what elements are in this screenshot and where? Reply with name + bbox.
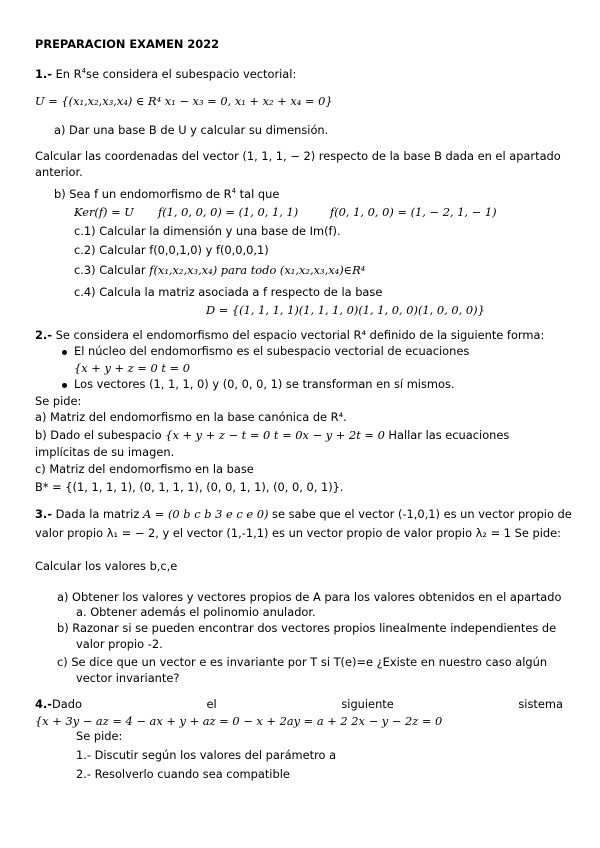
- part-b-rest: Hallar las ecuaciones: [384, 428, 510, 442]
- kernel-equations: {x + y + z = 0 t = 0: [74, 361, 190, 375]
- problem-2-number: 2.-: [35, 328, 52, 342]
- word-siguiente: siguiente: [341, 697, 394, 711]
- part-b-intro: b) Sea f un endomorfismo de R: [54, 186, 232, 201]
- problem-3-calc: Calcular los valores b,c,e: [35, 559, 178, 573]
- f-image-2: f(0, 1, 0, 0) = (1, − 2, 1, − 1): [330, 205, 497, 219]
- matrix-A: A = (0 b c b 3 e c e 0): [142, 507, 269, 521]
- problem-1-c3: [74, 264, 365, 278]
- part-b-math: {x + y + z − t = 0 t = 0x − y + 2t = 0: [165, 428, 385, 442]
- f-image-1: f(1, 0, 0, 0) = (1, 0, 1, 1): [158, 205, 299, 219]
- problem-4-intro: [35, 697, 563, 711]
- problem-3-part-a-line1: a) Obtener los valores y vectores propios de A para los valores obtenidos en el apartado: [57, 590, 562, 604]
- page-title: PREPARACION EXAMEN 2022: [35, 37, 220, 51]
- subspace-U-definition: U = {(x₁,x₂,x₃,x₄) ∈ R⁴ x₁ − x₃ = 0, x₁ + x₂ + x₄ = 0}: [35, 94, 333, 108]
- problem-3-part-c-line2: vector invariante?: [76, 671, 180, 685]
- problem-2-part-a: a) Matriz del endomorfismo en la base canónica de R⁴.: [35, 410, 347, 424]
- kernel-condition: Ker(f) = U: [74, 205, 134, 219]
- problem-3-intro: [35, 508, 572, 522]
- problem-2-intro-text: Se considera el endomorfismo del espacio vectorial R⁴ definido de la siguiente forma:: [55, 328, 545, 342]
- problem-4-se-pide: Se pide:: [76, 729, 123, 743]
- problem-3-part-b-line1: b) Razonar si se pueden encontrar dos vectores propios linealmente independientes de: [57, 621, 557, 635]
- problem-3-intro-b: se sabe que el vector (-1,0,1) es un vector propio de: [268, 507, 572, 521]
- problem-3-part-b-line2: valor propio -2.: [76, 637, 163, 651]
- problem-1-coords-line1: Calcular las coordenadas del vector (1, 1, 1, − 2) respecto de la base B dada en el apartado: [35, 149, 561, 163]
- problem-2-part-b: [35, 429, 509, 443]
- problem-1-intro: [35, 67, 296, 81]
- problem-3-part-a-line2: a. Obtener además el polinomio anulador.: [76, 605, 316, 619]
- problem-2-part-c: c) Matriz del endomorfismo en la base: [35, 462, 254, 476]
- word-sistema: sistema: [518, 697, 563, 711]
- problem-2-intro: [35, 329, 544, 343]
- problem-1-number: 1.-: [35, 66, 52, 81]
- problem-4-item-1: 1.- Discutir según los valores del parámetro a: [76, 748, 337, 762]
- problem-2-se-pide: Se pide:: [35, 394, 82, 408]
- linear-system: {x + 3y − az = 4 − ax + y + az = 0 − x + 2ay = a + 2 2x − y − 2z = 0: [35, 714, 443, 728]
- problem-3-number: 3.-: [35, 507, 52, 521]
- problem-1-c1: c.1) Calcular la dimensión y una base de Im(f).: [74, 224, 341, 238]
- problem-4-item-2: 2.- Resolverlo cuando sea compatible: [76, 767, 290, 781]
- part-b-text: b) Dado el subespacio: [35, 428, 166, 442]
- word-dado: Dado: [51, 697, 82, 711]
- problem-3-part-c-line1: c) Se dice que un vector e es invariante por T si T(e)=e ¿Existe en nuestro caso algún: [57, 655, 548, 669]
- basis-B-star: B* = {(1, 1, 1, 1), (0, 1, 1, 1), (0, 0, 1, 1), (0, 0, 0, 1)}.: [35, 480, 344, 494]
- problem-4-lead: [35, 697, 82, 711]
- problem-1-c2: c.2) Calcular f(0,0,1,0) y f(0,0,0,1): [74, 243, 269, 257]
- problem-1-intro-sup: 4: [81, 67, 87, 75]
- problem-2-bullet-2: Los vectores (1, 1, 1, 0) y (0, 0, 0, 1) se transforman en sí mismos.: [74, 377, 455, 391]
- problem-1-part-b: [54, 187, 279, 201]
- problem-2-bullet-1: El núcleo del endomorfismo es el subespacio vectorial de ecuaciones: [74, 344, 470, 358]
- problem-1-c4: c.4) Calcula la matriz asociada a f respecto de la base: [74, 285, 383, 299]
- problem-3-line2: valor propio λ₁ = − 2, y el vector (1,-1,1) es un vector propio de valor propio λ₂ = 1 Se pide:: [35, 526, 561, 540]
- problem-1-intro-rest: se considera el subespacio vectorial:: [86, 66, 297, 81]
- problem-1-intro-text: En R: [55, 66, 82, 81]
- problem-2-part-b-line2: implícitas de su imagen.: [35, 445, 175, 459]
- c3-text: c.3) Calcular: [74, 263, 150, 277]
- basis-D: D = {(1, 1, 1, 1)(1, 1, 1, 0)(1, 1, 0, 0)(1, 0, 0, 0)}: [206, 303, 485, 317]
- problem-1-coords-line2: anterior.: [35, 165, 83, 179]
- part-b-rest: tal que: [236, 186, 280, 201]
- problem-1-part-a: a) Dar una base B de U y calcular su dimensión.: [54, 123, 329, 137]
- bullet-dot: [62, 383, 67, 388]
- part-b-sup: 4: [231, 187, 237, 195]
- c3-math: f(x₁,x₂,x₃,x₄) para todo (x₁,x₂,x₃,x₄)∈R⁴: [149, 263, 366, 277]
- problem-4-number: 4.-: [35, 697, 52, 711]
- bullet-dot: [62, 350, 67, 355]
- problem-3-intro-a: Dada la matriz: [55, 507, 143, 521]
- word-el: el: [206, 697, 217, 711]
